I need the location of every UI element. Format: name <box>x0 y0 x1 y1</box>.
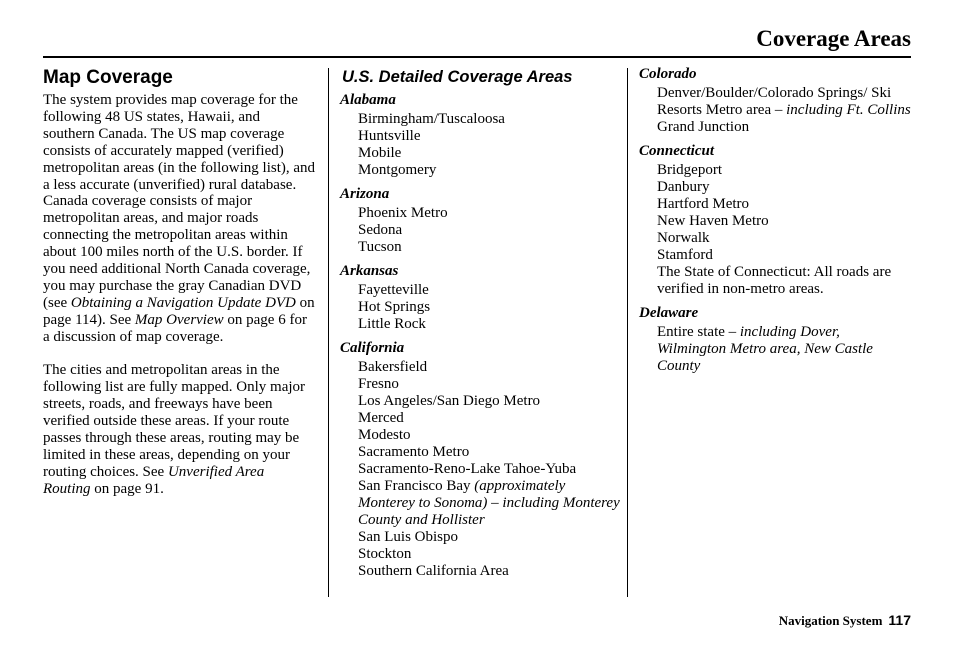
city-list <box>358 111 620 179</box>
text-segment: Stockton <box>358 546 412 562</box>
city-item <box>657 179 911 196</box>
text-segment: Hot Springs <box>358 299 431 315</box>
text-segment: on page 91. <box>90 480 164 497</box>
text-segment: Fresno <box>358 376 399 392</box>
city-item <box>358 359 620 376</box>
city-item <box>358 546 620 563</box>
state-block <box>639 305 911 375</box>
city-list <box>358 205 620 256</box>
text-segment: Stamford <box>657 247 713 263</box>
state-name: Colorado <box>639 66 697 82</box>
text-segment: Little Rock <box>358 316 426 332</box>
state-block <box>340 263 620 333</box>
map-coverage-column <box>43 66 315 498</box>
city-list <box>657 162 911 298</box>
city-list <box>358 282 620 333</box>
city-item <box>657 324 911 375</box>
text-segment: Fayetteville <box>358 282 429 298</box>
text-segment: Tucson <box>358 239 402 255</box>
state-block <box>639 66 911 136</box>
state-name: Arizona <box>340 186 390 202</box>
city-item <box>358 145 620 162</box>
text-segment: Modesto <box>358 427 411 443</box>
city-item <box>358 162 620 179</box>
text-segment: San Francisco Bay <box>358 478 475 494</box>
intro-paragraph <box>43 92 315 346</box>
cities-paragraph <box>43 362 315 497</box>
city-item <box>358 478 620 529</box>
text-segment: Southern California Area <box>358 563 509 579</box>
text-segment: San Luis Obispo <box>358 529 459 545</box>
italic-text: Obtaining a Navigation Update DVD <box>70 294 296 311</box>
text-segment: Entire state – <box>657 324 740 340</box>
column-divider-1 <box>328 68 329 597</box>
text-segment: Sacramento Metro <box>358 444 470 460</box>
page-title: Coverage Areas <box>756 26 911 51</box>
text-segment: Birmingham/Tuscaloosa <box>358 111 505 127</box>
city-item <box>657 119 911 136</box>
state-block <box>340 186 620 256</box>
state-name: Alabama <box>340 92 396 108</box>
city-item <box>358 205 620 222</box>
state-block <box>340 92 620 179</box>
city-item <box>358 299 620 316</box>
city-item <box>358 393 620 410</box>
text-segment: Mobile <box>358 145 402 161</box>
city-item <box>358 239 620 256</box>
italic-text: including Ft. Collins <box>786 102 911 118</box>
city-list <box>358 359 620 580</box>
state-name: Connecticut <box>639 143 715 159</box>
text-segment: Montgomery <box>358 162 437 178</box>
state-list <box>340 92 620 580</box>
text-segment: Sedona <box>358 222 403 238</box>
city-item <box>358 427 620 444</box>
state-list <box>639 66 911 375</box>
state-name: Delaware <box>639 305 699 321</box>
city-item <box>358 111 620 128</box>
title-divider <box>43 56 911 58</box>
us-coverage-heading: U.S. Detailed Coverage Areas <box>342 68 573 86</box>
city-item <box>657 230 911 247</box>
city-item <box>657 264 911 298</box>
city-item <box>358 529 620 546</box>
italic-text: (approximately Monterey to Sonoma) – including Monterey County and Hollister <box>358 478 620 528</box>
page-number: 117 <box>888 612 911 628</box>
city-item <box>657 196 911 213</box>
text-segment: Los Angeles/San Diego Metro <box>358 393 541 409</box>
text-segment: Norwalk <box>657 230 710 246</box>
city-item <box>358 128 620 145</box>
text-segment: Denver/Boulder/Colorado Springs/ Ski Resorts Metro area – <box>657 85 892 118</box>
text-segment: The cities and metropolitan areas in the following list are fully mapped. Only major streets, roads, and freeways have been verified outside these areas. If your route passes through these areas, routing may be limited in these areas, depending on your routing choices. See <box>43 362 306 480</box>
city-item <box>657 247 911 264</box>
city-item <box>657 162 911 179</box>
city-item <box>657 213 911 230</box>
text-segment: Bridgeport <box>657 162 722 178</box>
text-segment: Huntsville <box>358 128 421 144</box>
city-list <box>657 324 911 375</box>
us-coverage-column-continued <box>639 66 911 382</box>
italic-text: Unverified Area Routing <box>43 463 265 497</box>
text-segment: Grand Junction <box>657 119 750 135</box>
italic-text: including Dover, Wilmington Metro area, New Castle County <box>657 324 873 374</box>
city-item <box>358 282 620 299</box>
page-footer <box>779 611 911 630</box>
text-segment: on page 6 for a discussion of map coverage. <box>43 311 307 345</box>
state-name: California <box>340 340 405 356</box>
city-item <box>358 461 620 478</box>
city-item <box>358 222 620 239</box>
text-segment: The system provides map coverage for the following 48 US states, Hawaii, and southern Canada. The US map coverage consists of accurately mapped (verified) metropolitan areas (in the following list), and a less accurate (unverified) rural database. Canada coverage consists of major metropolitan areas, and major roads connecting the metropolitan areas within about 100 miles north of the U.S. border. If you need additional North Canada coverage, you may purchase the gray Canadian DVD (see <box>43 92 316 311</box>
city-item <box>358 376 620 393</box>
text-segment: Phoenix Metro <box>358 205 448 221</box>
text-segment: Bakersfield <box>358 359 428 375</box>
city-item <box>358 444 620 461</box>
map-coverage-heading: Map Coverage <box>43 67 173 88</box>
city-item <box>657 85 911 119</box>
italic-text: Map Overview <box>134 311 224 328</box>
city-list <box>657 85 911 136</box>
text-segment: on page 114). See <box>43 294 315 328</box>
text-segment: Hartford Metro <box>657 196 750 212</box>
city-item <box>358 410 620 427</box>
state-name: Arkansas <box>340 263 399 279</box>
text-segment: Danbury <box>657 179 710 195</box>
text-segment: New Haven Metro <box>657 213 769 229</box>
text-segment: Merced <box>358 410 404 426</box>
state-block <box>639 143 911 298</box>
state-block <box>340 340 620 580</box>
footer-label: Navigation System <box>778 613 883 628</box>
text-segment: Sacramento-Reno-Lake Tahoe-Yuba <box>358 461 577 477</box>
us-coverage-column <box>340 66 620 587</box>
city-item <box>358 316 620 333</box>
text-segment: The State of Connecticut: All roads are verified in non-metro areas. <box>657 264 892 297</box>
city-item <box>358 563 620 580</box>
column-divider-2 <box>627 68 628 597</box>
